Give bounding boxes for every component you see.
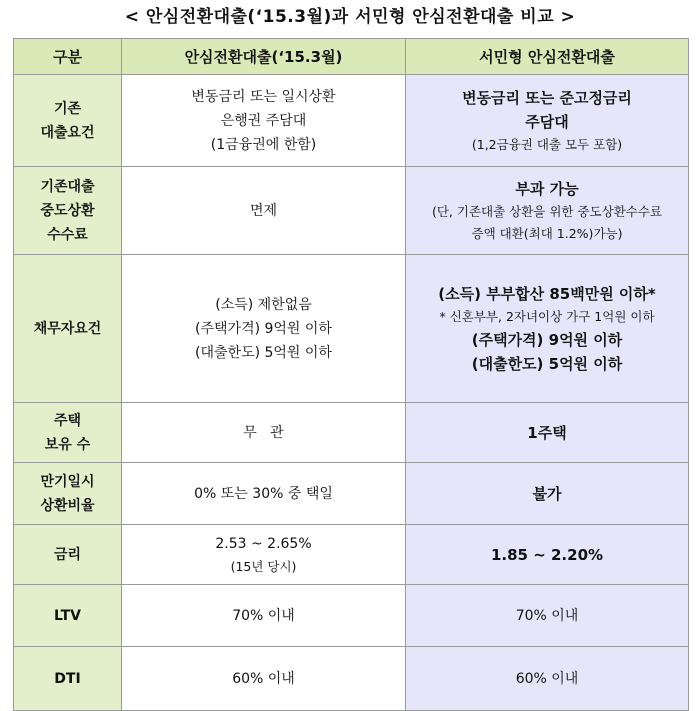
cell-line: 무 관 [243, 424, 284, 441]
cell-line: (1,2금융권 대출 모두 포함) [471, 136, 623, 152]
cell-line: 부과 가능 [515, 179, 579, 198]
cell-line: 변동금리 또는 일시상환 [191, 88, 336, 105]
table-row [14, 403, 689, 463]
row-label-line: 만기일시 [40, 473, 95, 490]
table-row [14, 167, 689, 255]
row-label [14, 647, 122, 711]
cell-line: (소득) 제한없음 [215, 296, 312, 313]
cell-line: (15년 당시) [230, 558, 297, 574]
row-label-line: 주택 [53, 412, 82, 429]
cell-line: 2.53 ~ 2.65% [215, 535, 312, 552]
row-label-line: 보유 수 [44, 436, 91, 453]
page-title: < 안심전환대출(‘15.3월)과 서민형 안심전환대출 비교 > [124, 7, 576, 27]
low-income-cell [406, 463, 689, 525]
row-label [14, 585, 122, 647]
cell-line: 은행권 주담대 [220, 112, 307, 129]
cell-line: 면제 [249, 202, 278, 219]
cell-line: 증액 대환(최대 1.2%)가능) [471, 225, 623, 241]
original-cell [122, 167, 406, 255]
cell-line: 불가 [532, 484, 562, 503]
row-label-line: 수수료 [47, 226, 88, 243]
header-low-income-loan: 서민형 안심전환대출 [406, 39, 689, 75]
low-income-cell [406, 647, 689, 711]
row-label-line: 채무자요건 [33, 320, 102, 337]
cell-line: (1금융권에 한함) [210, 136, 317, 153]
row-label-line: 상환비율 [40, 497, 95, 514]
row-label-line: LTV [54, 607, 81, 624]
row-label [14, 525, 122, 585]
cell-line: (대출한도) 5억원 이하 [471, 354, 623, 373]
row-label-line: DTI [54, 670, 81, 687]
original-cell [122, 255, 406, 403]
low-income-cell [406, 585, 689, 647]
low-income-cell [406, 525, 689, 585]
row-label [14, 463, 122, 525]
row-label [14, 75, 122, 167]
cell-line: 60% 이내 [232, 670, 295, 687]
cell-line: 1.85 ~ 2.20% [490, 545, 604, 564]
row-label [14, 255, 122, 403]
cell-line: (대출한도) 5억원 이하 [195, 344, 332, 361]
comparison-table [13, 38, 689, 711]
row-label-line: 기존대출 [40, 178, 95, 195]
cell-line: 70% 이내 [515, 607, 579, 624]
row-label [14, 403, 122, 463]
cell-line: 70% 이내 [232, 607, 295, 624]
original-cell [122, 75, 406, 167]
cell-line: (단, 기존대출 상환을 위한 중도상환수수료 [431, 203, 663, 219]
cell-line: (주택가격) 9억원 이하 [471, 330, 623, 349]
low-income-cell [406, 255, 689, 403]
row-label-line: 대출요건 [40, 124, 95, 141]
cell-line: (소득) 부부합산 85백만원 이하* [438, 284, 656, 303]
original-cell [122, 403, 406, 463]
table-row [14, 75, 689, 167]
table-row [14, 585, 689, 647]
row-label-line: 중도상환 [40, 202, 95, 219]
low-income-cell [406, 167, 689, 255]
low-income-cell [406, 403, 689, 463]
row-label-line: 기존 [53, 100, 82, 117]
cell-line: 0% 또는 30% 중 택일 [194, 485, 333, 502]
table-row [14, 525, 689, 585]
table-row [14, 255, 689, 403]
low-income-cell [406, 75, 689, 167]
cell-line: * 신혼부부, 2자녀이상 가구 1억원 이하 [439, 308, 655, 324]
row-label [14, 167, 122, 255]
original-cell [122, 585, 406, 647]
original-cell [122, 525, 406, 585]
table-row [14, 647, 689, 711]
original-cell [122, 647, 406, 711]
header-category: 구분 [14, 39, 122, 75]
cell-line: (주택가격) 9억원 이하 [195, 320, 332, 337]
cell-line: 주담대 [525, 112, 569, 131]
table-row [14, 463, 689, 525]
original-cell [122, 463, 406, 525]
cell-line: 1주택 [527, 423, 567, 442]
table-header-row [14, 39, 689, 75]
cell-line: 60% 이내 [515, 670, 579, 687]
header-original-loan: 안심전환대출(‘15.3월) [122, 39, 406, 75]
row-label-line: 금리 [53, 546, 82, 563]
cell-line: 변동금리 또는 준고정금리 [462, 88, 632, 107]
